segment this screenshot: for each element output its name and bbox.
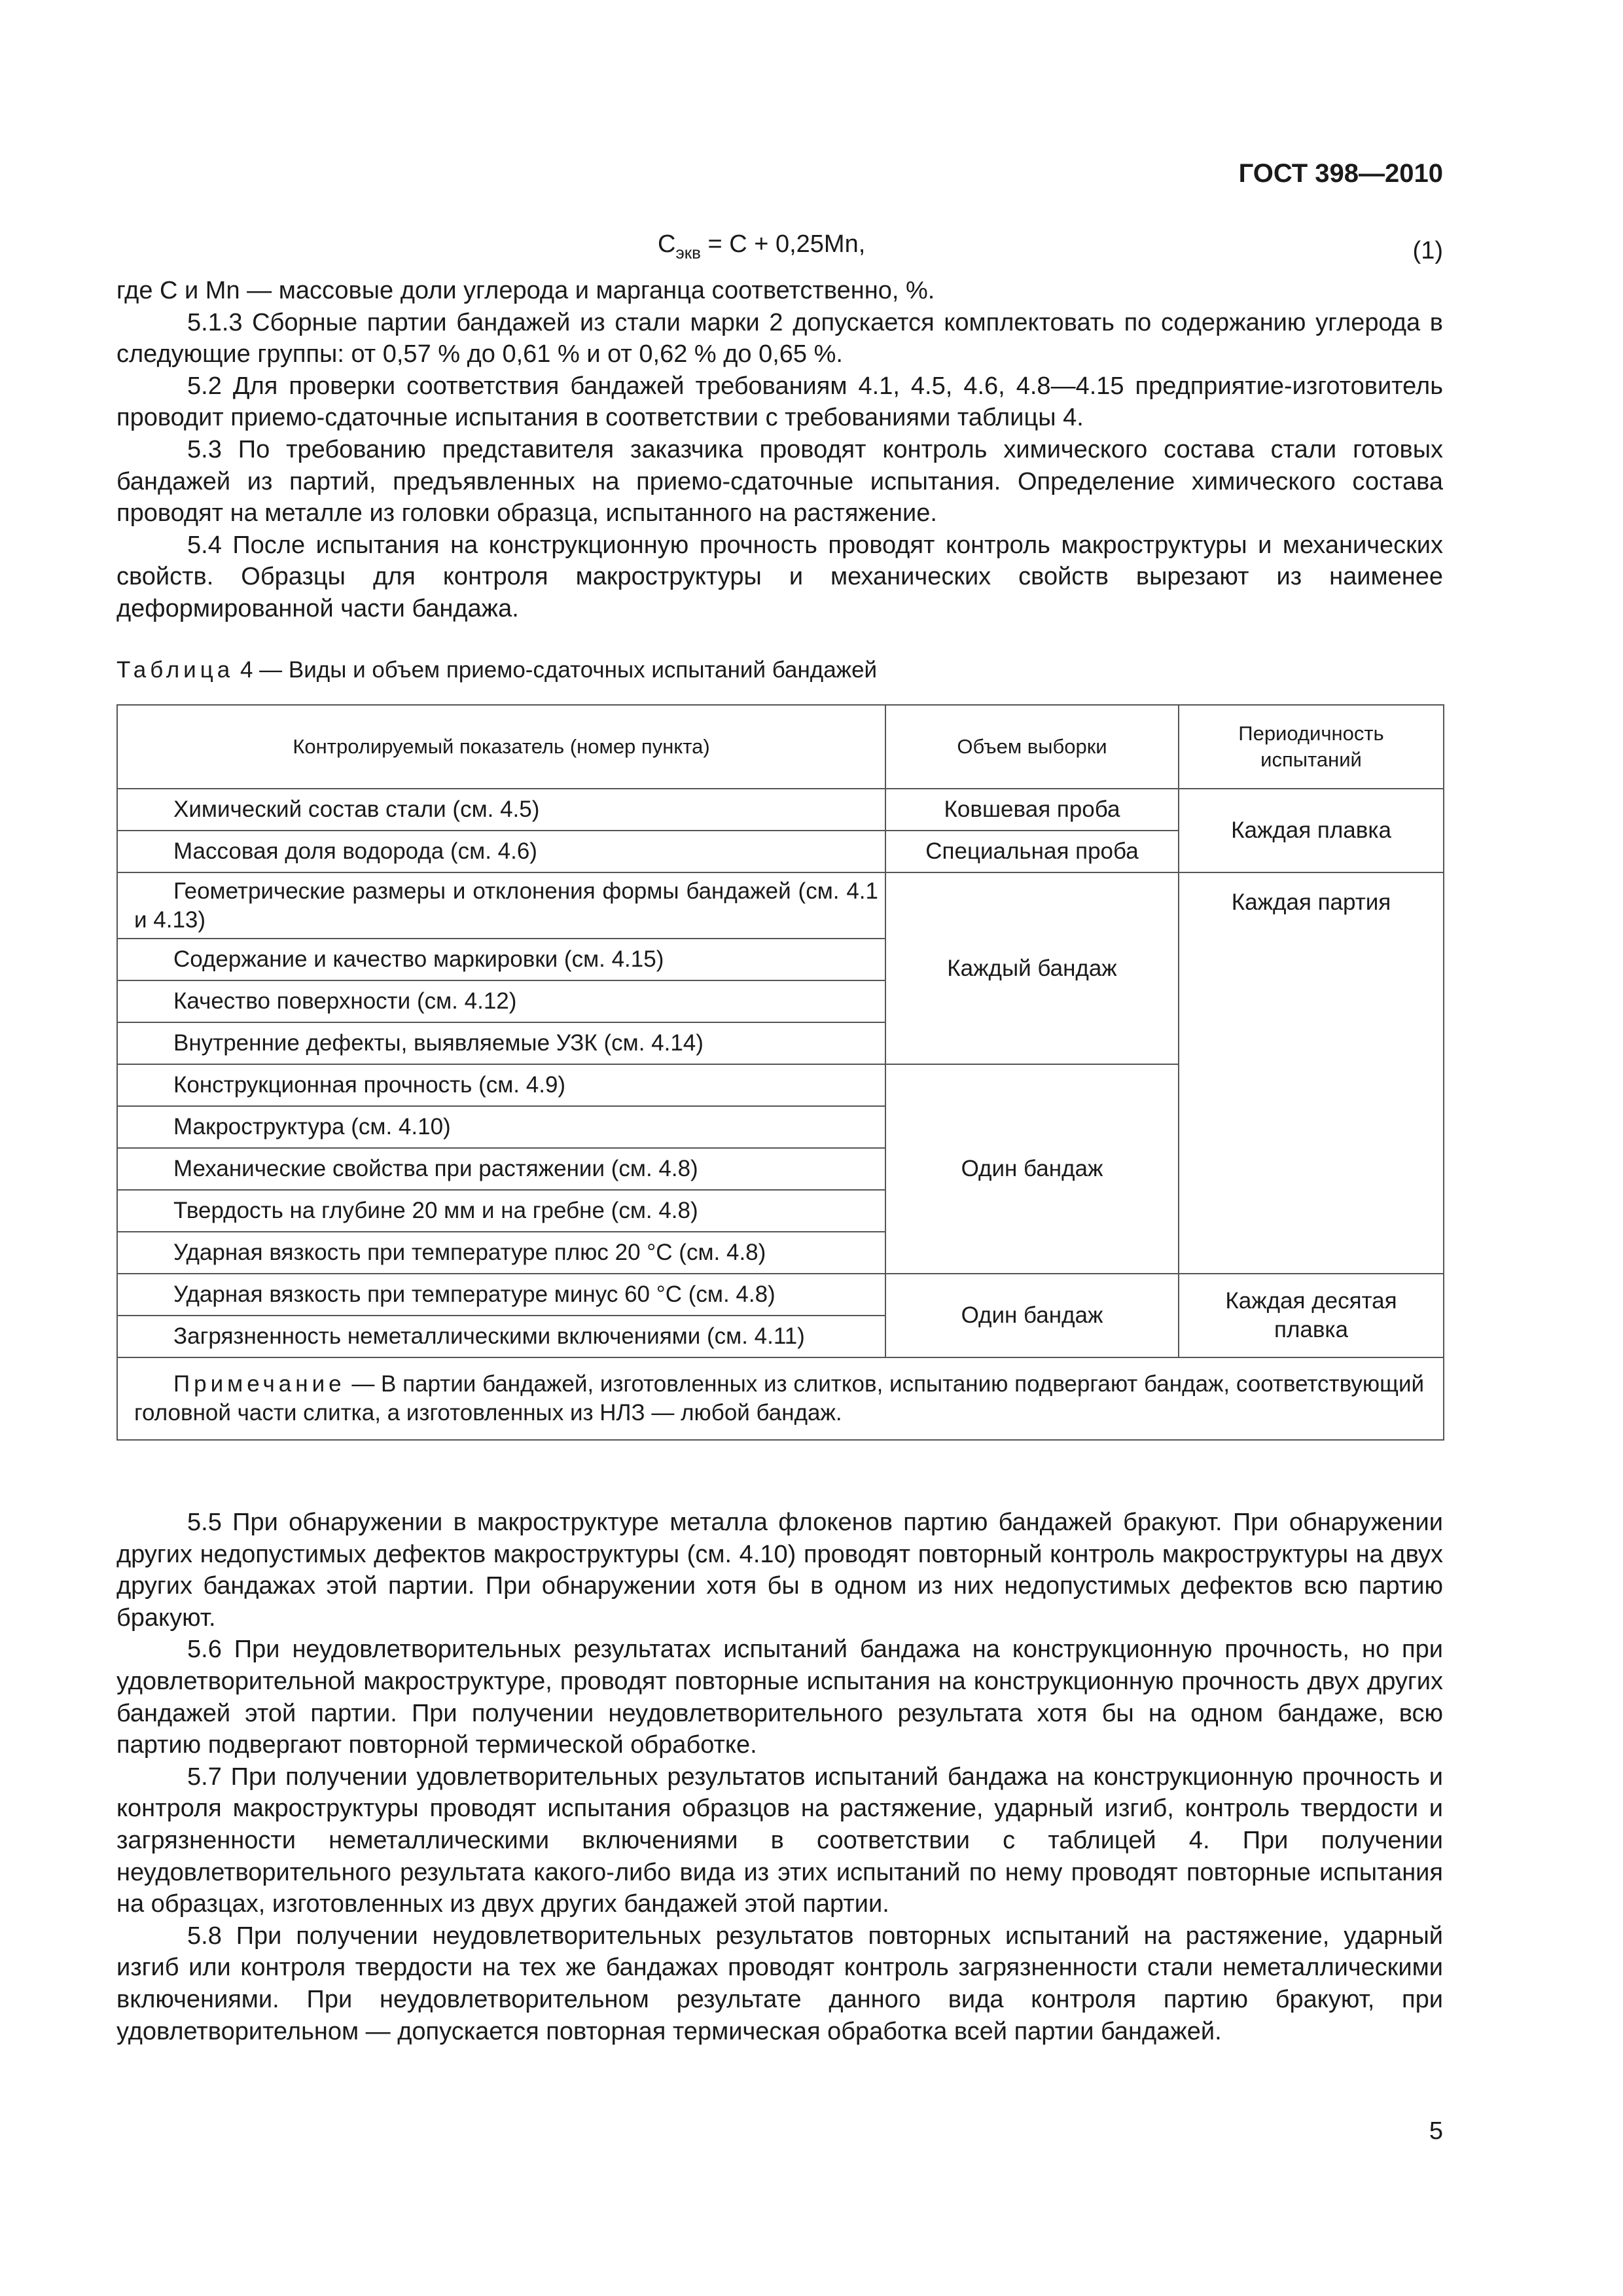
table-cell: Ударная вязкость при температуре минус 60 °C (см. 4.8) (117, 1274, 885, 1316)
tests-table (116, 704, 1444, 1441)
table-cell: Ударная вязкость при температуре плюс 20 °C (см. 4.8) (117, 1232, 885, 1274)
equation-lhs: C (658, 230, 676, 258)
page-number: 5 (1429, 2117, 1443, 2145)
table-caption-text: 4 — Виды и объем приемо-сдаточных испытаний бандажей (234, 657, 878, 683)
table-cell: Геометрические размеры и отклонения формы бандажей (см. 4.1 и 4.13) (117, 872, 885, 939)
table-header-cell: Периодичность испытаний (1179, 705, 1444, 789)
table-cell: Внутренние дефекты, выявляемые УЗК (см. 4.14) (117, 1022, 885, 1064)
table-caption (116, 657, 877, 683)
table-cell: Каждый бандаж (885, 872, 1179, 1064)
table-cell: Химический состав стали (см. 4.5) (117, 789, 885, 831)
table-caption-label: Таблица (116, 657, 234, 683)
equation-number: (1) (1412, 237, 1443, 264)
paragraph: 5.2 Для проверки соответствия бандажей требованиям 4.1, 4.5, 4.6, 4.8—4.15 предприятие-изготовитель проводит приемо-сдаточные испытания в соответствии с требованиями таблицы 4. (116, 372, 1443, 432)
table-header-row (117, 705, 1444, 789)
paragraph: где C и Mn — массовые доли углерода и марганца соответственно, %. (116, 277, 935, 304)
table-row (117, 872, 1444, 939)
table-row (117, 789, 1444, 831)
table-cell: Содержание и качество маркировки (см. 4.15) (117, 939, 885, 980)
table-note-row (117, 1357, 1444, 1440)
equation-subscript: экв (675, 243, 701, 262)
table-header-cell: Объем выборки (885, 705, 1179, 789)
table-cell: Загрязненность неметаллическими включениями (см. 4.11) (117, 1316, 885, 1357)
text-block-bottom (116, 1507, 1443, 2047)
table-note-text: — В партии бандажей, изготовленных из слитков, испытанию подвергают бандаж, соответствующий головной части слитка, а изготовленных из НЛЗ — любой бандаж. (134, 1371, 1425, 1426)
table-cell: Макроструктура (см. 4.10) (117, 1106, 885, 1148)
paragraph: 5.7 При получении удовлетворительных результатов испытаний бандажа на конструкционную прочность и контроля макроструктуры проводят испытания образцов на растяжение, ударный изгиб, контроль твердости и загрязненности неметаллическими включениями в соответствии с таблицей 4. При получении неудовлетворительного результата какого-либо вида из этих испытаний по нему проводят повторные испытания на образцах, изготовленных из двух других бандажей этой партии. (116, 1763, 1443, 1918)
table-cell: Специальная проба (885, 831, 1179, 872)
table-note-label: Примечание (173, 1371, 346, 1397)
text-block-top (116, 275, 1443, 625)
table-cell: Конструкционная прочность (см. 4.9) (117, 1064, 885, 1106)
table-row (117, 1274, 1444, 1316)
table-cell: Механические свойства при растяжении (см. 4.8) (117, 1148, 885, 1190)
document-header: ГОСТ 398—2010 (1238, 159, 1443, 188)
table-cell: Каждая десятая плавка (1179, 1274, 1444, 1357)
paragraph: 5.3 По требованию представителя заказчика проводят контроль химического состава стали готовых бандажей из партий, предъявленных на приемо-сдаточные испытания. Определение химического состава проводят на металле из головки образца, испытанного на растяжение. (116, 435, 1443, 528)
paragraph: 5.1.3 Сборные партии бандажей из стали марки 2 допускается комплектовать по содержанию углерода в следующие группы: от 0,57 % до 0,61 % и от 0,62 % до 0,65 %. (116, 308, 1443, 368)
table-cell: Один бандаж (885, 1064, 1179, 1274)
equation (658, 230, 865, 263)
paragraph: 5.6 При неудовлетворительных результатах испытаний бандажа на конструкционную прочность, но при удовлетворительной макроструктуре, проводят повторные испытания на конструкционную прочность двух других бандажей этой партии. При получении неудовлетворительного результата хотя бы на одном бандаже, всю партию подвергают повторной термической обработке. (116, 1636, 1443, 1759)
paragraph: 5.4 После испытания на конструкционную прочность проводят контроль макроструктуры и механических свойств. Образцы для контроля макроструктуры и механических свойств вырезают из наименее деформированной части бандажа. (116, 531, 1443, 622)
table-cell: Каждая плавка (1179, 789, 1444, 872)
paragraph: 5.8 При получении неудовлетворительных результатов повторных испытаний на растяжение, ударный изгиб или контроля твердости на тех же бандажах проводят контроль загрязненности стали неметаллическими включениями. При неудовлетворительном результате данного вида контроля партию бракуют, при удовлетворительном — допускается повторная термическая обработка всей партии бандажей. (116, 1922, 1443, 2045)
table-cell: Твердость на глубине 20 мм и на гребне (см. 4.8) (117, 1190, 885, 1232)
table-note (117, 1357, 1444, 1440)
table-cell: Один бандаж (885, 1274, 1179, 1357)
table-cell: Качество поверхности (см. 4.12) (117, 980, 885, 1022)
table-cell: Массовая доля водорода (см. 4.6) (117, 831, 885, 872)
paragraph: 5.5 При обнаружении в макроструктуре металла флокенов партию бандажей бракуют. При обнаружении других недопустимых дефектов макроструктуры (см. 4.10) проводят повторный контроль макроструктуры на двух других бандажах этой партии. При обнаружении хотя бы в одном из них недопустимых дефектов всю партию бракуют. (116, 1509, 1443, 1632)
table-header-cell: Контролируемый показатель (номер пункта) (117, 705, 885, 789)
table-cell: Ковшевая проба (885, 789, 1179, 831)
equation-rhs: = C + 0,25Mn, (700, 230, 866, 258)
table-cell: Каждая партия (1179, 872, 1444, 1274)
